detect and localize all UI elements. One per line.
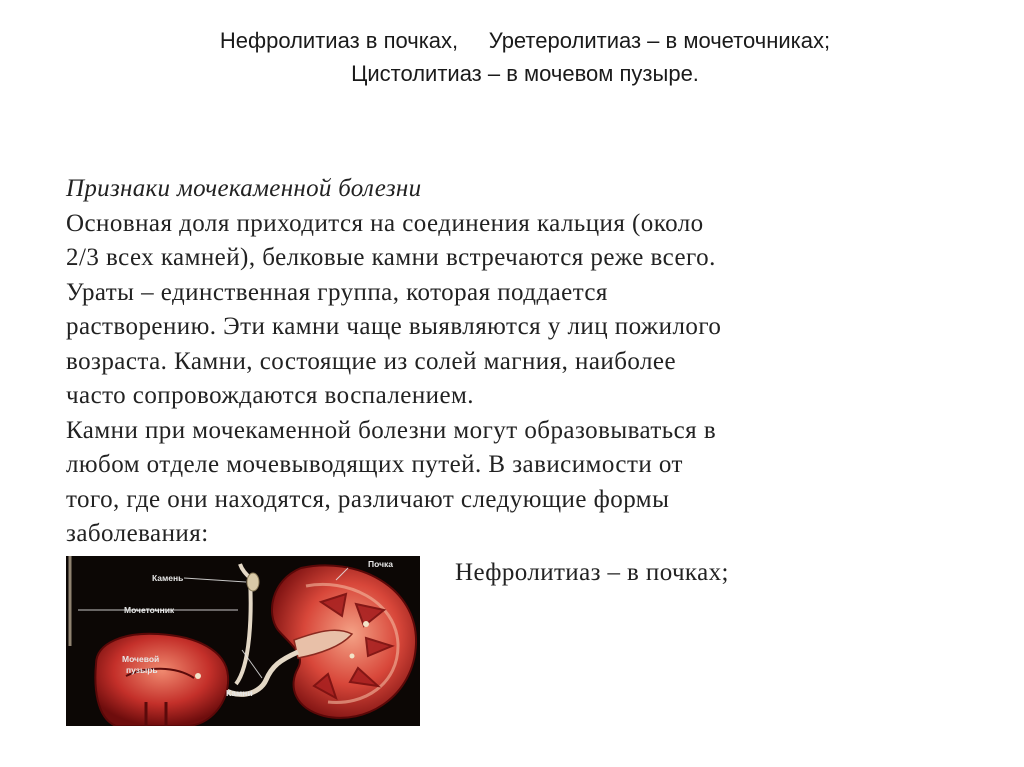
label-stone: Камень (152, 573, 184, 583)
title-line-1: Нефролитиаз в почках, Уретеролитиаз – в мочеточниках; (219, 28, 831, 53)
body-line: часто сопровождаются воспалением. (66, 382, 475, 409)
body-line: любом отделе мочевыводящих путей. В зависимости от (66, 451, 683, 478)
nephrolithiasis-caption: Нефролитиаз – в почках; (455, 559, 729, 586)
body-line: Ураты – единственная группа, которая поддается (66, 278, 608, 306)
body-text (66, 172, 966, 552)
bladder-shape (95, 634, 228, 726)
body-heading: Признаки мочекаменной болезни (66, 175, 422, 202)
label-bladder-1: Мочевой (122, 654, 160, 664)
body-line: заболевания: (66, 520, 209, 547)
body-line: возраста. Камни, состоящие из солей магния, наиболее (66, 347, 676, 375)
body-line: растворению. Эти камни чаще выявляются у лиц пожилого (66, 313, 722, 340)
label-bladder-2: пузырь (126, 665, 158, 675)
label-kidney: Почка (368, 559, 394, 569)
slide-title (60, 24, 990, 90)
label-stones: Камни (226, 688, 253, 698)
label-ureter: Мочеточник (124, 605, 175, 615)
body-line: того, где они находятся, различают следующие формы (66, 485, 670, 513)
body-line: Камни при мочекаменной болезни могут образовываться в (66, 416, 717, 444)
ureter-stone (247, 573, 259, 591)
title-line-2: Цистолитиаз – в мочевом пузыре. (351, 61, 699, 86)
anatomy-drawing (66, 556, 420, 726)
body-line: 2/3 всех камней), белковые камни встречаются реже всего. (66, 244, 716, 271)
urinary-system-illustration (66, 556, 420, 726)
body-line: Основная доля приходится на соединения кальция (около (66, 209, 704, 237)
